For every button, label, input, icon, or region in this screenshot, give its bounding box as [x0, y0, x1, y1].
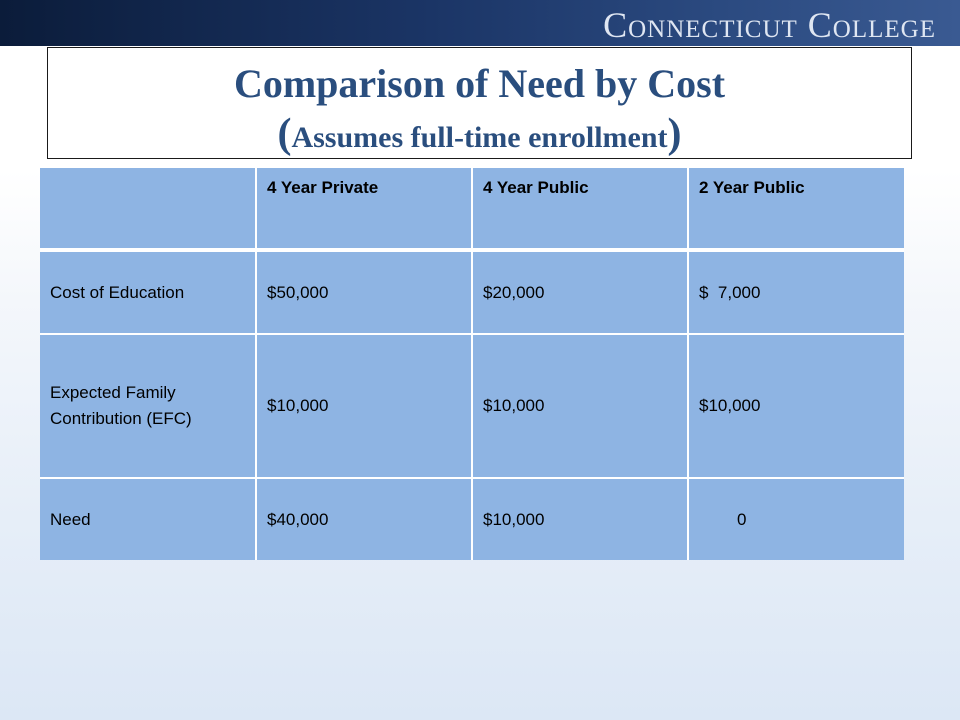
table-header-row	[40, 168, 904, 250]
table-cell: $40,000	[256, 478, 472, 560]
table-row	[40, 478, 904, 560]
title-box	[47, 47, 912, 159]
header-cell-4-year-private: 4 Year Private	[256, 168, 472, 250]
college-name: Connecticut College	[603, 5, 936, 45]
subtitle-text: Assumes full-time enrollment	[291, 121, 668, 154]
comparison-table	[40, 168, 904, 560]
table-cell: $10,000	[472, 334, 688, 478]
row-label-cost-of-education: Cost of Education	[40, 250, 256, 334]
row-label-need: Need	[40, 478, 256, 560]
table-cell: $50,000	[256, 250, 472, 334]
open-paren: (	[277, 111, 292, 157]
table-cell: $20,000	[472, 250, 688, 334]
table-cell: $10,000	[688, 334, 904, 478]
row-label-efc	[40, 334, 256, 478]
header-cell-4-year-public: 4 Year Public	[472, 168, 688, 250]
table-cell: $10,000	[256, 334, 472, 478]
table-cell: 0	[688, 478, 904, 560]
header-banner	[0, 0, 960, 46]
row-label-efc-line2: Contribution (EFC)	[50, 409, 192, 428]
slide-subtitle	[48, 112, 911, 160]
header-cell-2-year-public: 2 Year Public	[688, 168, 904, 250]
table-cell: $10,000	[472, 478, 688, 560]
close-paren: )	[667, 111, 682, 157]
table-row	[40, 334, 904, 478]
slide-title: Comparison of Need by Cost	[233, 61, 726, 106]
table-cell: $ 7,000	[688, 250, 904, 334]
header-cell-empty	[40, 168, 256, 250]
table-row	[40, 250, 904, 334]
row-label-efc-line1: Expected Family	[50, 383, 176, 402]
